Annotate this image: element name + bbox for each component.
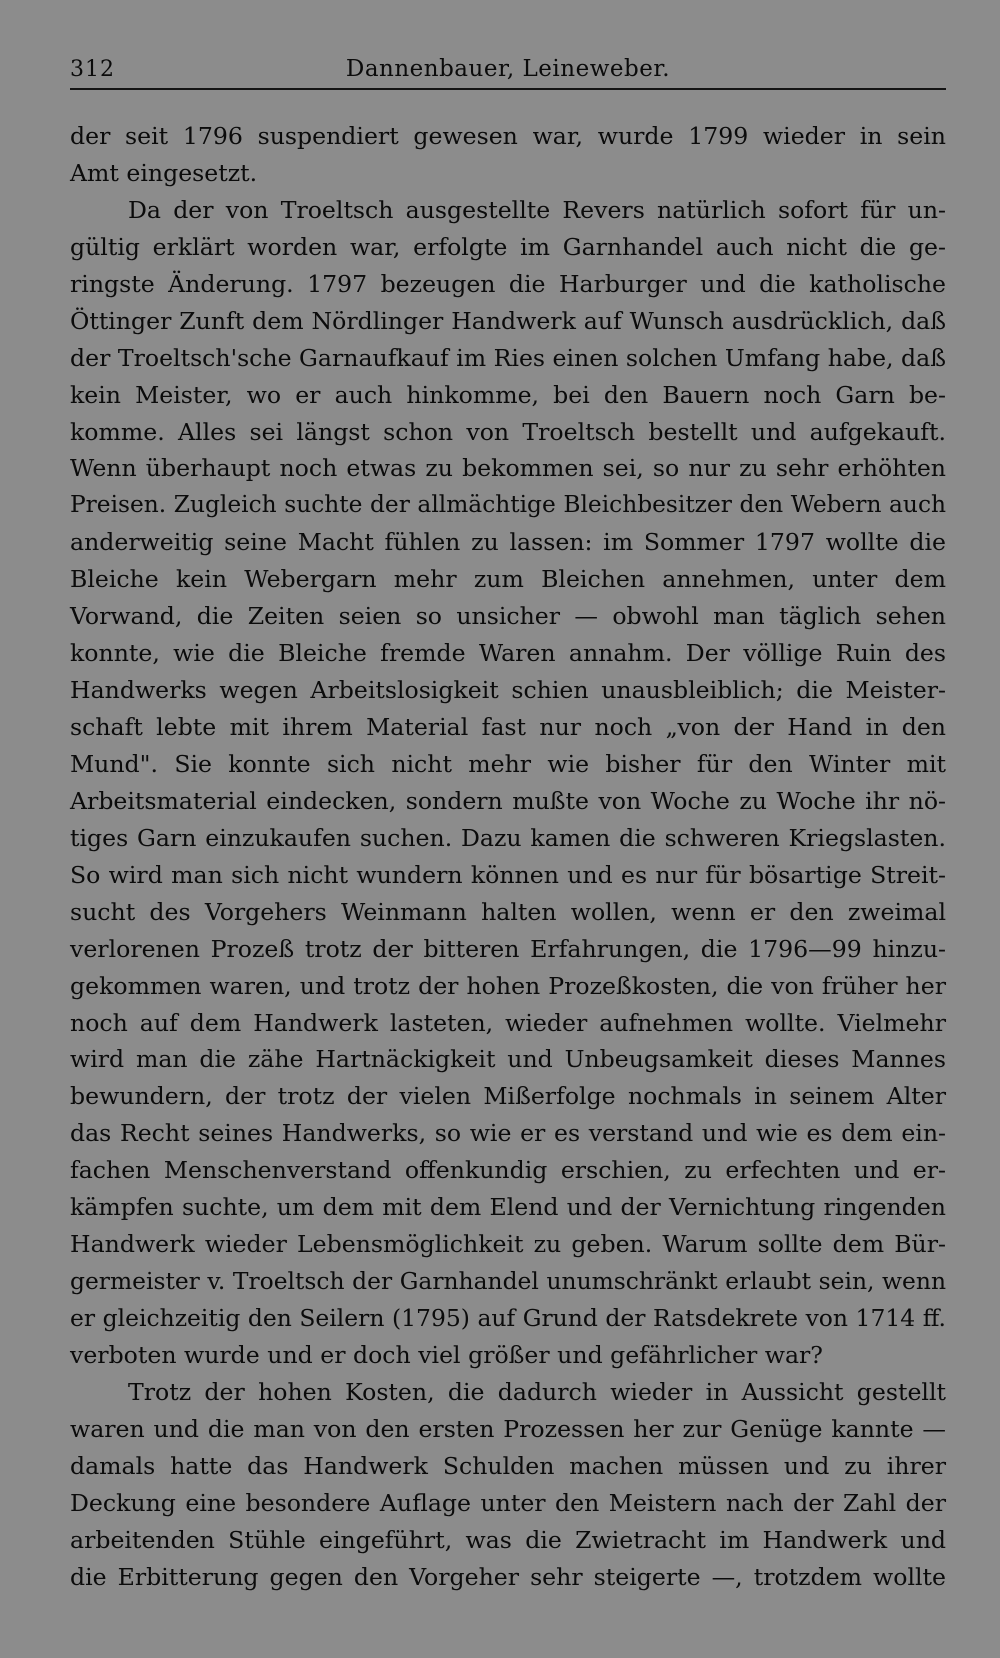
text-line: Handwerk wieder Lebensmöglichkeit zu geben. Warum sollte dem Bür- — [70, 1230, 946, 1259]
text-line: komme. Alles sei längst schon von Troeltsch bestellt und aufgekauft. — [70, 417, 946, 446]
text-line: Öttinger Zunft dem Nördlinger Handwerk auf Wunsch ausdrücklich, daß — [70, 306, 946, 335]
text-line: Bleiche kein Webergarn mehr zum Bleichen annehmen, unter dem — [70, 565, 946, 594]
text-line: Handwerks wegen Arbeitslosigkeit schien unausbleiblich; die Meister- — [70, 676, 946, 705]
text-line: kämpfen suchte, um dem mit dem Elend und der Vernichtung ringenden — [70, 1193, 946, 1222]
text-line: Da der von Troeltsch ausgestellte Revers natürlich sofort für un- — [128, 195, 946, 224]
text-line: Arbeitsmaterial eindecken, sondern mußte von Woche zu Woche ihr nö- — [70, 786, 946, 815]
text-line: germeister v. Troeltsch der Garnhandel unumschränkt erlaubt sein, wenn — [70, 1267, 946, 1296]
text-line: ringste Änderung. 1797 bezeugen die Harburger und die katholische — [70, 269, 946, 298]
text-line: wird man die zähe Hartnäckigkeit und Unbeugsamkeit dieses Mannes — [70, 1045, 946, 1074]
text-line: schaft lebte mit ihrem Material fast nur noch „von der Hand in den — [70, 713, 946, 741]
text-line: gekommen waren, und trotz der hohen Prozeßkosten, die von früher her — [70, 971, 946, 1000]
text-line: Preisen. Zugleich suchte der allmächtige Bleichbesitzer den Webern auch — [70, 491, 946, 519]
text-line: sucht des Vorgehers Weinmann halten wollen, wenn er den zweimal — [70, 897, 946, 926]
text-line: anderweitig seine Macht fühlen zu lassen: im Sommer 1797 wollte die — [70, 528, 946, 557]
text-line: fachen Menschenverstand offenkundig erschien, zu erfechten und er- — [70, 1156, 946, 1185]
text-line: arbeitenden Stühle eingeführt, was die Zwietracht im Handwerk und — [70, 1525, 946, 1554]
page-number: 312 — [70, 57, 115, 82]
text-line: kein Meister, wo er auch hinkomme, bei den Bauern noch Garn be- — [70, 380, 946, 409]
text-line: Vorwand, die Zeiten seien so unsicher — obwohl man täglich sehen — [70, 602, 946, 631]
text-line: Wenn überhaupt noch etwas zu bekommen sei, so nur zu sehr erhöhten — [70, 454, 946, 483]
running-head: Dannenbauer, Leineweber. — [345, 56, 671, 82]
text-line: das Recht seines Handwerks, so wie er es verstand und wie es dem ein- — [70, 1119, 946, 1148]
text-line: damals hatte das Handwerk Schulden machen müssen und zu ihrer — [70, 1451, 946, 1480]
text-line: gültig erklärt worden war, erfolgte im Garnhandel auch nicht die ge- — [70, 232, 946, 261]
text-line: die Erbitterung gegen den Vorgeher sehr steigerte —, trotzdem wollte — [70, 1562, 946, 1591]
text-line: er gleichzeitig den Seilern (1795) auf Grund der Ratsdekrete von 1714 ff. — [70, 1304, 946, 1332]
text-line: Amt eingesetzt. — [70, 158, 258, 187]
text-line: Deckung eine besondere Auflage unter den Meistern nach der Zahl der — [70, 1488, 946, 1517]
text-line: So wird man sich nicht wundern können und es nur für bösartige Streit- — [70, 860, 946, 889]
text-line: verboten wurde und er doch viel größer und gefährlicher war? — [70, 1340, 823, 1369]
text-line: der seit 1796 suspendiert gewesen war, wurde 1799 wieder in sein — [70, 122, 946, 150]
text-line: waren und die man von den ersten Prozessen her zur Genüge kannte — — [70, 1414, 946, 1443]
text-line: Trotz der hohen Kosten, die dadurch wieder in Aussicht gestellt — [128, 1377, 946, 1406]
text-line: Mund". Sie konnte sich nicht mehr wie bisher für den Winter mit — [70, 749, 946, 778]
text-line: verlorenen Prozeß trotz der bitteren Erfahrungen, die 1796—99 hinzu- — [70, 934, 946, 963]
book-page — [70, 50, 946, 1630]
page-header — [70, 50, 946, 90]
text-line: bewundern, der trotz der vielen Mißerfolge nochmals in seinem Alter — [70, 1082, 946, 1111]
body-text — [70, 118, 946, 1596]
text-line: konnte, wie die Bleiche fremde Waren annahm. Der völlige Ruin des — [70, 639, 946, 668]
text-line: noch auf dem Handwerk lasteten, wieder aufnehmen wollte. Vielmehr — [70, 1008, 946, 1037]
text-line: tiges Garn einzukaufen suchen. Dazu kamen die schweren Kriegslasten. — [70, 823, 946, 852]
text-line: der Troeltsch'sche Garnaufkauf im Ries einen solchen Umfang habe, daß — [70, 343, 946, 372]
